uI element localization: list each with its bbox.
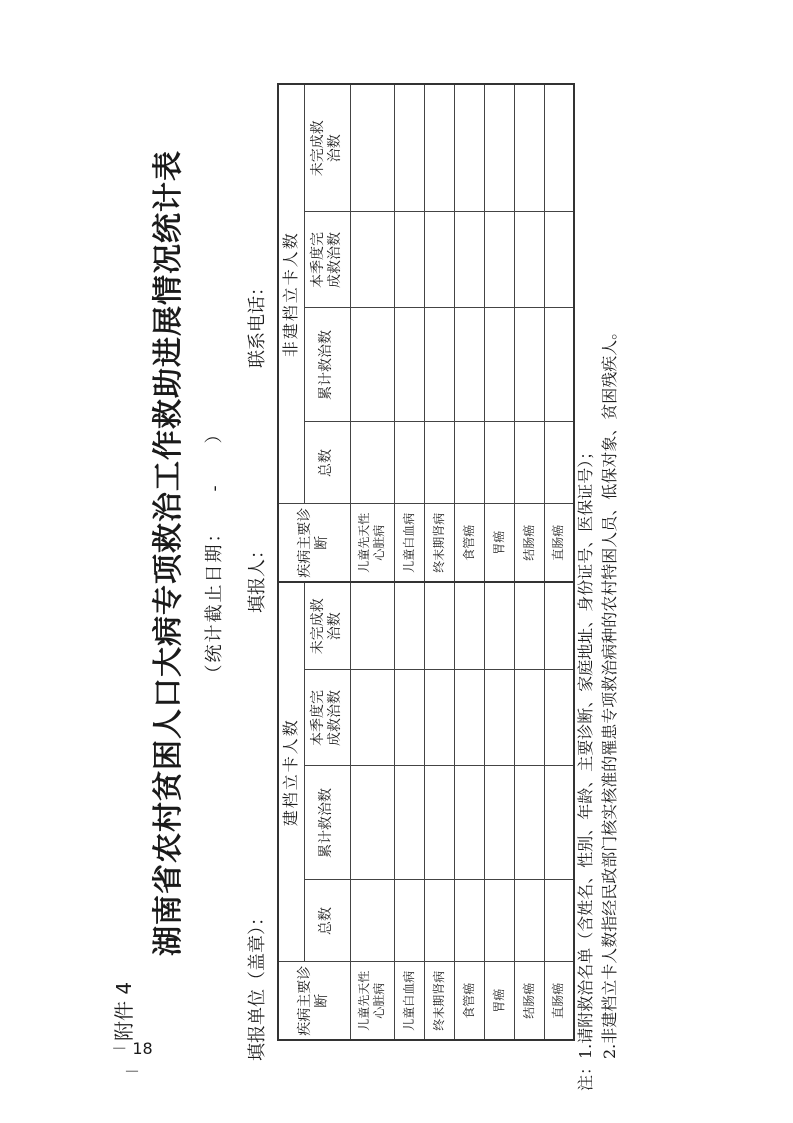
table-row xyxy=(454,84,484,1040)
table-row xyxy=(484,84,514,1040)
empty-cell[interactable] xyxy=(544,308,574,422)
empty-cell[interactable] xyxy=(454,422,484,504)
empty-cell[interactable] xyxy=(350,422,394,504)
reporting-unit-label: 填报单位（盖章）： xyxy=(247,908,268,1061)
empty-cell[interactable] xyxy=(424,212,454,308)
statistics-period: （统计截止日期： - ） xyxy=(204,423,225,683)
empty-cell[interactable] xyxy=(424,422,454,504)
filler-label: 填报人： xyxy=(247,541,268,613)
empty-cell[interactable] xyxy=(484,212,514,308)
col-quarter-a: 本季度完 成救治数 xyxy=(304,670,350,766)
empty-cell[interactable] xyxy=(514,308,544,422)
empty-cell[interactable] xyxy=(484,84,514,212)
disease-cell-b: 终末期肾病 xyxy=(424,504,454,582)
empty-cell[interactable] xyxy=(394,670,424,766)
disease-cell-b: 胃癌 xyxy=(484,504,514,582)
empty-cell[interactable] xyxy=(514,582,544,670)
empty-cell[interactable] xyxy=(514,212,544,308)
empty-cell[interactable] xyxy=(514,880,544,962)
statistics-table xyxy=(277,83,575,1041)
table-group-row xyxy=(278,84,304,1040)
annex-label: 附件 4 xyxy=(112,981,136,1041)
footnote-1: 注：1.请附救治名单（含姓名、性别、年龄、主要诊断、家庭地址、身份证号、医保证号）； xyxy=(576,443,595,1091)
empty-cell[interactable] xyxy=(484,422,514,504)
empty-cell[interactable] xyxy=(350,670,394,766)
disease-cell-a: 儿童先天性 心脏病 xyxy=(350,962,394,1040)
empty-cell[interactable] xyxy=(394,84,424,212)
empty-cell[interactable] xyxy=(394,880,424,962)
empty-cell[interactable] xyxy=(350,880,394,962)
empty-cell[interactable] xyxy=(454,766,484,880)
empty-cell[interactable] xyxy=(394,766,424,880)
col-cumulative-b: 累计救治数 xyxy=(304,308,350,422)
col-total-a: 总数 xyxy=(304,880,350,962)
disease-cell-a: 儿童白血病 xyxy=(394,962,424,1040)
empty-cell[interactable] xyxy=(544,582,574,670)
disease-cell-a: 胃癌 xyxy=(484,962,514,1040)
empty-cell[interactable] xyxy=(514,670,544,766)
disease-cell-b: 儿童先天性 心脏病 xyxy=(350,504,394,582)
page-title: 湖南省农村贫困人口大病专项救治工作救助进展情况统计表 xyxy=(151,150,186,956)
group-header-unregistered: 非建档立卡人数 xyxy=(278,84,304,504)
empty-cell[interactable] xyxy=(424,582,454,670)
disease-cell-b: 直肠癌 xyxy=(544,504,574,582)
empty-cell[interactable] xyxy=(484,308,514,422)
empty-cell[interactable] xyxy=(544,84,574,212)
empty-cell[interactable] xyxy=(424,880,454,962)
table-row xyxy=(514,84,544,1040)
empty-cell[interactable] xyxy=(424,670,454,766)
disease-header-b: 疾病主要诊断 xyxy=(278,504,350,582)
disease-cell-a: 结肠癌 xyxy=(514,962,544,1040)
table-row xyxy=(350,84,394,1040)
empty-cell[interactable] xyxy=(484,766,514,880)
col-quarter-b: 本季度完 成救治数 xyxy=(304,212,350,308)
empty-cell[interactable] xyxy=(454,212,484,308)
empty-cell[interactable] xyxy=(544,880,574,962)
col-total-b: 总数 xyxy=(304,422,350,504)
disease-header-a: 疾病主要诊断 xyxy=(278,962,350,1040)
disease-cell-b: 儿童白血病 xyxy=(394,504,424,582)
group-header-registered: 建档立卡人数 xyxy=(278,582,304,962)
empty-cell[interactable] xyxy=(544,422,574,504)
empty-cell[interactable] xyxy=(454,880,484,962)
table-row xyxy=(544,84,574,1040)
disease-cell-a: 直肠癌 xyxy=(544,962,574,1040)
col-cumulative-a: 累计救治数 xyxy=(304,766,350,880)
empty-cell[interactable] xyxy=(544,670,574,766)
disease-cell-a: 终末期肾病 xyxy=(424,962,454,1040)
empty-cell[interactable] xyxy=(350,212,394,308)
empty-cell[interactable] xyxy=(350,84,394,212)
phone-label: 联系电话： xyxy=(247,278,268,368)
col-incomplete-a: 未完成救 治数 xyxy=(304,582,350,670)
empty-cell[interactable] xyxy=(454,582,484,670)
empty-cell[interactable] xyxy=(394,422,424,504)
empty-cell[interactable] xyxy=(514,766,544,880)
table-row xyxy=(424,84,454,1040)
empty-cell[interactable] xyxy=(544,766,574,880)
footnote-2: 2.非建档立卡人数指经民政部门核实核准的罹患专项救治病种的农村特困人员、低保对象、贫困残疾人。 xyxy=(600,323,619,1091)
table-row xyxy=(394,84,424,1040)
empty-cell[interactable] xyxy=(350,766,394,880)
empty-cell[interactable] xyxy=(350,308,394,422)
disease-cell-b: 结肠癌 xyxy=(514,504,544,582)
empty-cell[interactable] xyxy=(394,212,424,308)
empty-cell[interactable] xyxy=(394,308,424,422)
empty-cell[interactable] xyxy=(454,308,484,422)
empty-cell[interactable] xyxy=(484,880,514,962)
empty-cell[interactable] xyxy=(484,582,514,670)
footnotes xyxy=(574,324,622,1091)
empty-cell[interactable] xyxy=(454,670,484,766)
col-incomplete-b: 未完成救 治数 xyxy=(304,84,350,212)
empty-cell[interactable] xyxy=(424,84,454,212)
empty-cell[interactable] xyxy=(544,212,574,308)
empty-cell[interactable] xyxy=(454,84,484,212)
empty-cell[interactable] xyxy=(484,670,514,766)
empty-cell[interactable] xyxy=(514,84,544,212)
empty-cell[interactable] xyxy=(424,766,454,880)
empty-cell[interactable] xyxy=(514,422,544,504)
disease-cell-b: 食管癌 xyxy=(454,504,484,582)
disease-cell-a: 食管癌 xyxy=(454,962,484,1040)
table-body xyxy=(350,84,574,1040)
empty-cell[interactable] xyxy=(394,582,424,670)
page-number: － 18 － xyxy=(111,1039,153,1081)
empty-cell[interactable] xyxy=(424,308,454,422)
empty-cell[interactable] xyxy=(350,582,394,670)
